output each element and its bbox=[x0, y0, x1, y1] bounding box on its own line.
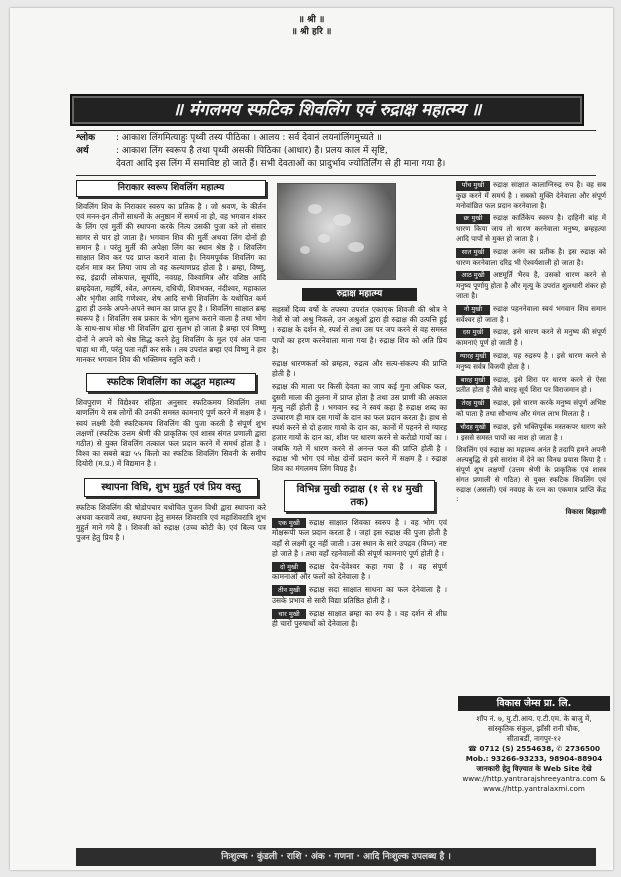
invocation-line2: ॥ श्री हरि ॥ bbox=[291, 27, 332, 37]
section-title: विभिन्न मुखी रुद्राक्ष (१ से १४ मुखी तक) bbox=[284, 480, 435, 512]
section-text: शिवपुराण में विद्येश्वर संहिता अनुसार स्फटिकमय शिवलिंग तथा बाणलिंग ये सब लोगों की उनकी समस्त कामनाएं पूर्ण करने में सक्षम है । स्वयं लक्ष्मी देवी स्फटिकमय शिवलिंग की पुजा करती है संपूर्ण शुभ लक्षणों (स्फटिक उत्तम श्रेणी की प्राकृतिक एवं शास्त्र संगत प्रणाली द्वारा गठीत) से युक्त शिवलिंग तत्काल फल प्रदान करने में समर्थ होता है । विश्व का सबसे बडा ५५ किलो का स्फटिक शिवलिंग सिवनी के समीप दियोरी (म.प्र.) में विद्यमान है । bbox=[76, 398, 266, 469]
definition-term bbox=[76, 158, 116, 171]
definition-term: श्लोक bbox=[76, 133, 96, 143]
mukhi-tag: दो मुखी bbox=[272, 562, 306, 572]
mukhi-tag: तेरह मुखी bbox=[456, 399, 490, 409]
mukhi-text: रुद्राक्ष, इसे धारण करने से मनुष्य की संपूर्ण कामनाएं पूर्ण हो जाती है । bbox=[456, 327, 606, 348]
mukhi-tag: ग्यारह मुखी bbox=[456, 352, 490, 362]
mukhi-tag: तीन मुखी bbox=[272, 585, 306, 595]
invocation-line1: ॥ श्री ॥ bbox=[298, 15, 325, 25]
mukhi-tag: चार मुखी bbox=[272, 609, 306, 619]
mukhi-entry bbox=[456, 398, 606, 419]
section-text: रुद्राक्ष धारणकर्ता को ब्रम्हत्व, रुद्रत्व और सत्य-संकल्प की प्राप्ति होती है । bbox=[272, 359, 447, 379]
mukhi-entry bbox=[456, 375, 606, 396]
mukhi-text: रुद्राक्ष, इसे शिरा पर धारण करने से ऐसा प्रतीत होता है जैसे बारह सूर्य शिरा पर विराजमान हो । bbox=[456, 374, 606, 395]
definitions bbox=[76, 132, 596, 171]
mukhi-tag: एक मुखी bbox=[272, 518, 306, 528]
mukhi-tag: सात मुखी bbox=[456, 248, 490, 258]
mukhi-entry bbox=[456, 213, 606, 243]
right-column bbox=[456, 180, 606, 520]
section-text: शिवलिंग शिव के निराकार स्वरुप का प्रतिक है । जो श्रवण, के कीर्तन एवं मनन-इन तीनों साधनों के अनुष्ठान में समर्थ ना हो, वह भगवान शंकर के लिंग एवं मुर्ती की स्थापना करके नित्य उसकी पुजा करे तो संसार सागर से पार हो जाता है। भगवान शिव की मुर्ती अथवा लिंग दोनों ही समान है । परंतु मुर्ती की अपेक्षा लिंग का स्थान श्रेष्ठ है । शिवलिंग साक्षात शिव कर पद प्राप्त कराने वाला है। नियमपूर्वक शिवलिंग का दर्शन मात्र कर लिया जाय तो वह कल्याणप्रद होता है । ब्रम्हा, विष्णु, रुद्र, इंद्रादी लोकपाल, सूर्यादि, नवग्रह, विश्वामित्र और वशिष्ठ आदि ब्रम्हदेवता, महर्षि, श्वेत, अगस्त्य, दधिची, शिवभक्त, नंदीश्वर, महाकाल और भृंगीश आदि गणेश्वर, शेष आदि सभी शिवलिंग के यथोचित कर्म द्वारा ही उनके अपने-अपने स्थान का प्राप्त हुए है । शिवलिंग साक्षात ब्रम्ह स्वरूप है । शिवलिंग सब प्रकार के भोग सुलभ कराने वाला है तथा भोग के साथ-साथ मोक्ष भी शिवलिंग द्वारा सुलभ हो जाता है ब्रम्हा एवं विष्णु दोनों ने अपने को श्रेष्ठ सिद्ध करने हेतु शिवलिंग के मुल एवं अंत पाना चाहा था मी, परंतु पता नहीं कर सके । तब उपरांत ब्रम्हा एवं विष्णु ने हार मानकर भगवान शिव की भक्तिमय स्तुति करी । bbox=[76, 202, 266, 365]
mukhi-entry bbox=[272, 609, 447, 629]
footer-bar: निःशुल्क · कुंडली · राशि · अंक · गणना · आदि निःशुल्क उपलब्ध है । bbox=[76, 848, 596, 866]
mukhi-text: रुद्राक्ष, यह रुद्ररुप है । इसे धारण करने से मनुष्य सर्वत्र विजयी होता है । bbox=[456, 350, 606, 371]
mukhi-tag: नौ मुखी bbox=[456, 305, 490, 315]
mukhi-text: रुद्राक्ष सदा साक्षात साधना का फल देनेवाला है । उसके प्रभाव से सारी विद्या प्रतिष्ठित होती है । bbox=[272, 585, 447, 605]
mukhi-entry bbox=[456, 304, 606, 325]
definition-row bbox=[76, 132, 596, 145]
mukhi-text: रुद्राक्ष, इसे भक्तिपूर्वक मस्तकपर धारण करे । इससे समस्त पापों का नाश हो जाता है । bbox=[456, 421, 606, 442]
middle-column bbox=[272, 288, 447, 632]
mukhi-entry bbox=[272, 562, 447, 582]
company-address: शॉप नं. ७, यु.टी.आय. ए.टी.एम. के बाजु में, bbox=[476, 714, 592, 723]
closing-text: शिवलिंग एवं रुद्राक्ष का महात्म्य अनंत है तदापि हमने अपनी अल्पबुद्धि से इसे सारांश में देने का विनम्र प्रयास किया है । संपूर्ण शुभ लक्षणों (उत्तम श्रेणी के प्राकृतिक एवं शास्त्र संगत प्रणाली से गठित) से युक्त स्फटिक शिवलिंग एवं रुद्राक्ष (असली) एवं नवग्रह के रत्न का एकमात्र प्राप्ति केंद्र : bbox=[456, 445, 606, 504]
mukhi-text: रुद्राक्ष, इसे धारण करके मनुष्य संपूर्ण अभिष्ट को पाता है तथा सौभाग्य और मंगल लाभ मिलता है । bbox=[456, 398, 606, 418]
mukhi-entry bbox=[456, 180, 606, 210]
company-mobile: Mob.: 93266-93233, 98904-88904 bbox=[465, 754, 603, 763]
mukhi-entry bbox=[456, 351, 606, 372]
mukhi-text: रुद्राक्ष देव-देवेश्वर कहा गया है । वह संपूर्ण कामनाओं और फलों को देनेवाला है । bbox=[272, 562, 447, 582]
definition-text: : आकाश लिंग स्वरूप है तथा पृथ्वी असकी पिठिका (आधार) है। प्रलय काल में सृष्टि, bbox=[116, 146, 388, 156]
section-title: रुद्राक्ष महात्म्य bbox=[302, 288, 417, 301]
mukhi-tag: बारह मुखी bbox=[456, 376, 490, 386]
mukhi-entry bbox=[456, 422, 606, 443]
mukhi-text: रुद्राक्ष पहननेवाला स्वयं भगवान शिव समान सर्वेश्वर हो जाता है । bbox=[456, 303, 606, 324]
company-address: सांस्कृतिक संकुल, झाँसी रानी चौक, bbox=[487, 724, 581, 733]
definition-row bbox=[76, 145, 596, 158]
mukhi-entry bbox=[272, 518, 447, 559]
section-title: स्थापना विधि, शुभ मुहुर्त एवं प्रिय वस्तु bbox=[84, 478, 258, 497]
company-name: विकास जेम्स प्रा. लि. bbox=[458, 696, 610, 711]
definition-term: अर्थ bbox=[76, 146, 89, 156]
left-column bbox=[76, 180, 266, 546]
mukhi-text: रुद्राक्ष कार्तिकेय स्वरुप है। दाहिनी बांह में धारण किया जाय तो धारण करनेवाला मनुष्य, ब्रम्हहत्या आदि पापों से मुक्त हो जाता है । bbox=[456, 213, 606, 243]
mukhi-entry bbox=[456, 327, 606, 348]
divider bbox=[76, 130, 596, 131]
definition-text: : आकाश लिंगमित्याहुः पृथ्वी तस्य पीठिका । आलय : सर्व देवानं लयनांलिंगमुच्यते ॥ bbox=[116, 133, 382, 143]
mukhi-text: रुद्राक्ष साक्षात शिवका स्वरुप है । वह भोग एवं मोक्षरूपी फल प्रदान करता है । जहां इस रुद्राक्ष की पुजा होती है वहाँ से लक्ष्मी दूर नहीं जाती । उस स्थान के सारे उपद्रव (विघ्न) नष्ट हो जाते है । तथा वहाँ रहनेवालों की संपूर्ण कामनाएं पूर्ण होती है । bbox=[272, 518, 447, 558]
mukhi-text: रुद्राक्ष साक्षात कालाग्निरुद्र रुप है। वह सब कुछ करने में समर्थ है । सबको मुक्ति देनेवाला और संपूर्ण मनोवांछित फल प्रदान करनेवाला है। bbox=[456, 180, 606, 210]
document-page bbox=[10, 8, 613, 870]
company-phone: ☎ 0712 (S) 2554638, ✆ 2736500 bbox=[468, 744, 600, 753]
mukhi-tag: पाँच मुखी bbox=[456, 181, 490, 191]
section-text: स्फटिक शिवलिंग की षोडोपचार यथोचित पुजन विधी द्वारा स्थापना करे अथवा करवायें तथा, स्थापना हेतु समस्त शिवरात्रि एवं महाशिवरात्रि शुभ मुहुर्त माने गये है । शिवजी को रुद्राक्ष (उच्च कोटी के) एवं बिल्व पत्र पुजन हेतु प्रिय है । bbox=[76, 502, 266, 543]
company-url[interactable]: www://http.yantrarajshreeyantra.com & bbox=[462, 774, 606, 783]
mukhi-entry bbox=[272, 585, 447, 605]
rudraksha-bead-image bbox=[277, 183, 396, 280]
section-title: निराकार स्वरूप शिवलिंग महात्म्य bbox=[76, 180, 266, 197]
mukhi-text: रुद्राक्ष अनंग का प्रतीक है। इस रुद्राक्ष को धारण करनेवाला दरिद्र भी ऐश्वर्यशाली हो जाता है। bbox=[456, 246, 606, 267]
mukhi-text: रुद्राक्ष साक्षात ब्रम्हा का रुप है । वह दर्शन से शीघ्र ही चारों पुरुषार्थो को देनेवाला है। bbox=[272, 608, 447, 629]
mukhi-text: अष्टमूर्ति भैरव है, उसको धारण करने से मनुष्य पूर्णायु होता है और मृत्यु के उपरांत शुलधारी शंकर हो जाता है। bbox=[456, 270, 606, 300]
company-web-note: जानकारी हेतु विज़्यात के Web Site देखे bbox=[476, 764, 592, 773]
signature: विकास बिझाणी bbox=[565, 507, 606, 517]
mukhi-entry bbox=[456, 247, 606, 268]
section-text: सहस्त्रों दिव्य वर्षो के तपस्या उपरांत एकाएक शिवजी की श्रोत्र ने नेत्रों से जो अश्रु निकले, उन अश्रुओं द्वारा ही रुद्राक्ष की उत्पत्ति हुई । रुद्राक्ष के दर्शन से, स्पर्श से तथा उस पर जप करने से वह समस्त पापों का हरण करनेवाला माना गया है। रुद्राक्ष शिव को अति प्रिय है। bbox=[272, 305, 447, 355]
definition-text: देवता आदि इस लिंग में समाविष्ट हो जाते हैं। सभी देवताओं का प्रादुर्भाव ज्योतिर्लिंग से ही माना गया है। bbox=[116, 159, 446, 169]
section-text: रुद्राक्ष की माला पर किसी देवता का जाप कई गुना अधिक फल, दुसरी माला की तुलना में प्राप्त होता है तथा उस प्राणी की अकाल मृत्यु नहीं होती है । भगवान रुद्र ने स्वयं कहा है रुद्राक्ष शब्द का उच्चारण ही मात्र दस गायों के दान का फल प्रदान करता है। हाथ से स्पर्श करने से दो हजार गायो के दान का, कानों में पहनने से ग्यारह हजार गायों के दान का, शीश पर धारण करने से करोडो गायों का । जबकि गले में धारण करने से अनन्त फल की प्राप्ति होती है । रुद्राक्ष भी भोग एवं मोक्ष दोनों प्रदान करने में सक्षम है । रुद्राक्ष शिव का मंगलमय लिंग विग्रह है। bbox=[272, 382, 447, 474]
mukhi-entry bbox=[456, 270, 606, 300]
definition-row bbox=[76, 158, 596, 171]
mukhi-tag: चौदह मुखी bbox=[456, 423, 490, 433]
mukhi-tag: आठ मुखी bbox=[456, 271, 490, 281]
mukhi-tag: छः मुखी bbox=[456, 214, 490, 224]
company-box bbox=[458, 696, 610, 846]
section-title: स्फटिक शिवलिंग का अद्भुत महात्म्य bbox=[86, 373, 256, 392]
company-url[interactable]: www.//http.yantralaxmi.com bbox=[483, 784, 585, 793]
divider bbox=[76, 175, 596, 176]
banner-title: ॥ मंगलमय स्फटिक शिवलिंग एवं रुद्राक्ष महात्म्य ॥ bbox=[70, 94, 584, 126]
company-address: सीताबर्डी, नागपुर-१२ bbox=[506, 734, 562, 743]
mukhi-tag: दस मुखी bbox=[456, 328, 490, 338]
invocation bbox=[10, 14, 613, 38]
